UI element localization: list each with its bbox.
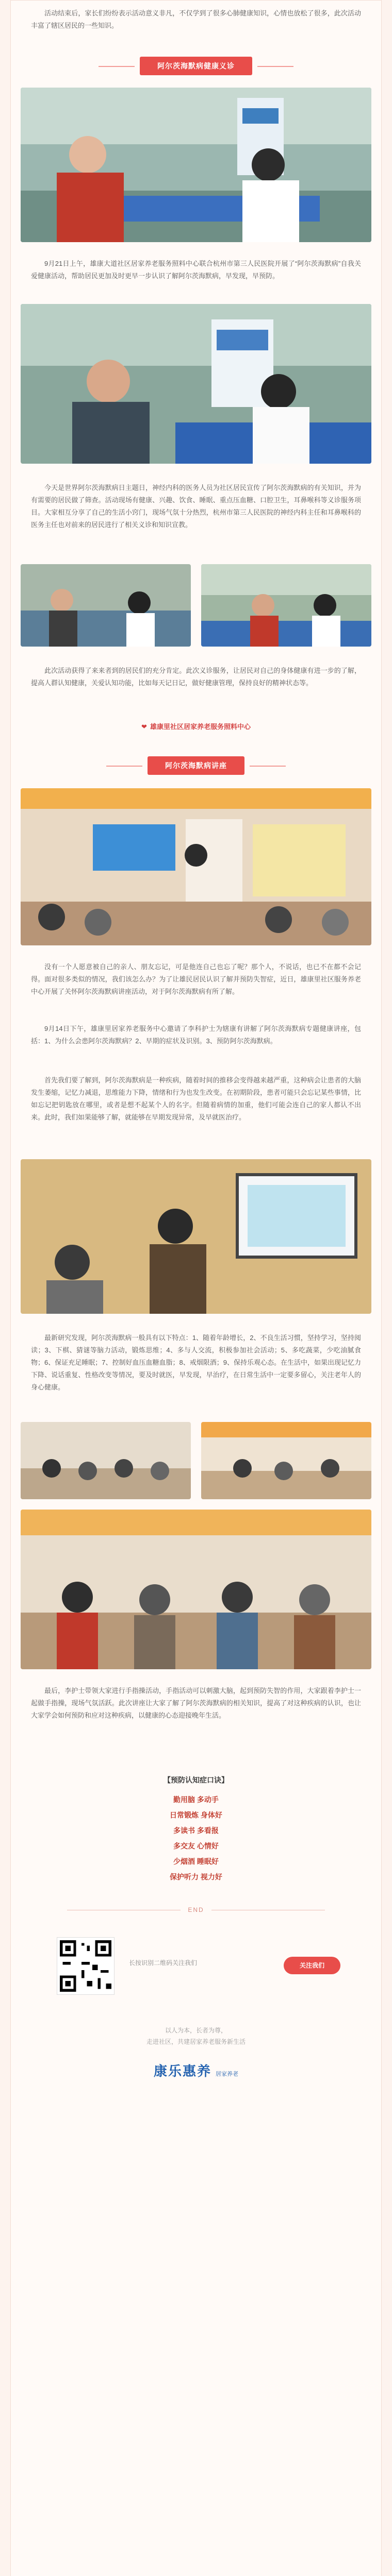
rhyme-line: 勤用脑 多动手 [173, 1795, 219, 1804]
qr-code[interactable] [57, 1937, 115, 1995]
photo-consultation-4 [201, 564, 371, 647]
prevention-rhyme [83, 1772, 309, 1885]
footer-slogan [10, 2025, 382, 2047]
section2-paragraph-1: 没有一个人愿意被自己的亲人、朋友忘记，可是他连自己也忘了呢？那个人，不说话，也已不在都不会记得。面对很多类似的情况，我们该怎么办？为了让雄民居民认识了解并预防失智症，近日，雄康里社区服务养老中心开展了关怀阿尔茨海默病讲座活动，对于阿尔茨海默病有所了解。 [31, 963, 361, 995]
section1-paragraph-1: 9月21日上午，雄康大道社区居家养老服务照料中心联合杭州市第三人民医院开展了“阿尔茨海默病”自我关爱健康活动，帮助居民更加及时更早一步认识了解阿尔茨海默病，早发现，早预防。 [31, 260, 361, 280]
rhyme-line: 日常锻炼 身体好 [170, 1811, 222, 1819]
section2-title-banner: 阿尔茨海默病讲座 [148, 756, 244, 775]
section1-paragraph-3: 此次活动获得了来来者到的居民们的充分肯定。此次义诊服务，让居民对自己的身体健康有进一步的了解，提高人群认知健康，关爱认知功能，比如每天记日记，做好健康管理，保持良好的精神状态等。 [31, 667, 361, 687]
qr-caption: 长按识别二维码关注我们 [129, 1959, 198, 1967]
follow-button[interactable]: 关注我们 [284, 1957, 340, 1974]
footer-line: 以人为本，长者为尊， [165, 2027, 227, 2034]
photo-lecture-5 [21, 1510, 371, 1669]
section2-paragraph-3: 首先我们要了解到，阿尔茨海默病是一种疾病，随着时间的推移会变得越来越严重，这种病会让患者的大脑发生萎缩，记忆力减退，思维能力下降，情绪和行为也发生改变。在初期阶段，患者可能只会忘记某些事情，比如忘记把钥匙放在哪里，或者是想不起某个人的名字。但随着病情的加重，他们可能会连自己的家人都认不出来。此时，我们如果能够了解，就能够在早期发现异常，及早就医治疗。 [31, 1076, 361, 1121]
rhyme-line: 多读书 多看报 [173, 1826, 219, 1835]
section1-title-banner: 阿尔茨海默病健康义诊 [140, 57, 252, 75]
heart-icon: ❤ [141, 723, 147, 731]
section2-paragraph-5: 最后，李护士带领大家进行手指操活动，手指活动可以刺激大脑，起到预防失智的作用，大家跟着李护士一起做手指操，现场气氛活跃。此次讲座让大家了解了阿尔茨海默病的相关知识，提高了对这种疾病的认识，也让大家学会如何预防和应对这种疾病，以健康的心态迎接晚年生活。 [31, 1687, 361, 1719]
end-divider: END [10, 1906, 382, 1913]
photo-consultation-2 [21, 304, 371, 464]
photo-lecture-1 [21, 788, 371, 945]
intro-paragraph: 活动结束后，家长们纷纷表示活动意义非凡，不仅学到了很多心肺健康知识，心情也放松了很多，此次活动丰富了辖区居民的一些知识。 [31, 9, 361, 29]
section1-paragraph-2: 今天是世界阿尔茨海默病日主题日，神经内科的医务人员为社区居民宣传了阿尔茨海默病的有关知识，并为有需要的居民做了筛查。活动现场有健康、兴趣、饮食、睡眠、重点压血糖、口腔卫生，耳鼻喉科等义诊服务项目。大家相互分享了自己的生活小窍门，现场气氛十分热烈，杭州市第三人民医院的神经内科主任和耳鼻喉科的医务主任也对前来的居民进行了相关义诊和知识宣教。 [31, 484, 361, 529]
rhyme-line: 保护听力 视力好 [170, 1873, 222, 1881]
photo-lecture-2 [21, 1159, 371, 1314]
photo-consultation-3 [21, 564, 191, 647]
photo-lecture-4 [201, 1422, 371, 1499]
logo-name: 康乐惠养 [153, 2064, 211, 2079]
rhyme-line: 少烟酒 睡眠好 [173, 1857, 219, 1866]
section2-paragraph-4: 最新研究发现，阿尔茨海默病一般具有以下特点：1、随着年龄增长，2、不良生活习惯，坚持学习，坚持阅读；3、下棋、猜谜等脑力活动，锻炼思维；4、多与人交流，积极参加社会活动；5、多吃蔬菜，少吃油腻食物；6、保证充足睡眠；7、控制好血压血糖血脂；8、戒烟限酒；9、保持乐观心态。在生活中，如果出现记忆力下降、说话重复、性格改变等情况，要及时就医，早发现，早治疗，在日常生活中一定要多留心，关注老年人的身心健康。 [31, 1334, 361, 1391]
photo-lecture-3 [21, 1422, 191, 1499]
photo-consultation-1 [21, 88, 371, 242]
rhyme-line: 多交友 心情好 [173, 1842, 219, 1850]
brand-logo [10, 2061, 382, 2080]
footer-line: 走进社区，共建居家养老服务新生活 [146, 2038, 246, 2045]
section2-paragraph-2: 9月14日下午，雄康里居家养老服务中心邀请了李科护士为辖康有讲解了阿尔茨海默病专题健康讲座，包括：1、为什么会患阿尔茨海默病？2、早期的症状及识别。3、预防阿尔茨海默病。 [31, 1025, 361, 1045]
logo-sub: 居家养老 [216, 2071, 238, 2077]
rhyme-title: 【预防认知症口诀】 [164, 1776, 228, 1784]
organization-name: ❤ 雄康里社区居家养老服务照料中心 [141, 723, 251, 731]
article [10, 0, 382, 2576]
